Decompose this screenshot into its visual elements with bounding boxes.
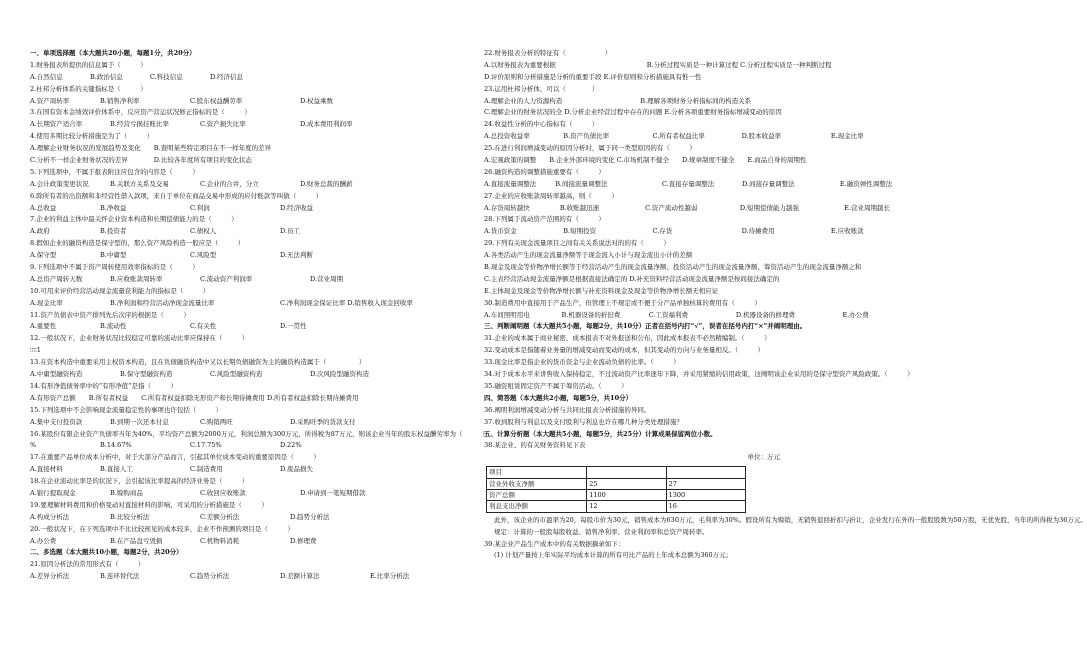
option-item: E.现金比率 xyxy=(830,132,864,141)
option-item: C.利润 xyxy=(190,203,210,212)
table-cell: 12 xyxy=(587,501,666,512)
option-item: C.收回应收账款 xyxy=(200,488,246,497)
question-line: B.现金及现金等价物净增长额等于经营活动产生的现金流量净额、投资活动产生的现金流量净额、筹资活动产生的现金流量净额之和 xyxy=(484,263,862,272)
option-item: C.股东权益酬劳率 xyxy=(190,96,243,105)
option-item: D.废品损失 xyxy=(280,465,314,474)
option-item: D.员工 xyxy=(280,227,301,236)
option-row xyxy=(30,571,470,583)
question-line: 8.假如企业的融资构造是保守型的，那么资产风险构造一般应是（ ） xyxy=(30,239,245,248)
question-line: 13.在资本构造中重要采用主权资本构造，且在负债融资构造中又以长期负债融资为主的融资构造属于（ ） xyxy=(30,358,366,367)
option-item: E.应收账款 xyxy=(830,227,864,236)
table-row xyxy=(487,478,746,489)
option-item: B.流动性 xyxy=(100,322,127,331)
option-item: A.总收益 xyxy=(30,203,57,212)
option-item: A.办公费 xyxy=(30,536,57,545)
question-line: 19.要理解材料费用和价格变动对直接材料的影响，可采用的分析措施是（ ） xyxy=(30,500,268,509)
question-line: 规定：计算的一般股每股收益、销售净利率、营业利润率和总资产周转率。 xyxy=(494,527,709,536)
option-item: A.构成分析法 xyxy=(30,512,70,521)
option-row xyxy=(30,298,470,310)
question-line: 2.杜邦分析体系的关键指标是（ ） xyxy=(30,84,147,93)
option-item: B.连环替代法 xyxy=(100,572,140,581)
option-item: % xyxy=(30,441,37,450)
question-line: A.以财务报表为重要根据 B.分析过程实质是一种计算过程 C.分析过程实质是一种判断过程 xyxy=(484,60,832,69)
option-row xyxy=(484,131,920,143)
option-item: D.一贯性 xyxy=(280,322,307,331)
section-heading: 四、简答题（本大题共2小题，每题5分，共10分） xyxy=(484,393,633,402)
question-line: 3.在国有资本金绩效评价体系中，反应资产营运状况修正指标的是（ ） xyxy=(30,108,251,117)
question-line: 23.运用杜邦分析体，可以（ ） xyxy=(484,84,599,93)
option-item: C.债权人 xyxy=(190,227,217,236)
option-item: C.趋势分析法 xyxy=(190,572,230,581)
option-item: A.现金比率 xyxy=(30,298,63,307)
table-cell: 利息支出净额 xyxy=(487,501,587,512)
option-row xyxy=(30,203,470,215)
table-row xyxy=(487,501,746,512)
table-unit: 单位：万元 xyxy=(747,453,780,462)
table-cell xyxy=(587,467,666,478)
question-line: A.有形资产总额 B.所有者权益 C.所有者权益扣除无形资产和长期待摊费用 D.所有者权益扣除长期待摊费用 xyxy=(30,393,359,402)
option-row xyxy=(30,72,470,84)
option-item: A.重要性 xyxy=(30,322,57,331)
left-column xyxy=(30,48,489,583)
option-item: C.资产损失比率 xyxy=(200,120,246,129)
option-item: A.资产周转率 xyxy=(30,96,70,105)
section-heading: 一、单项选择题（本大题共20小题，每题1分，共20分） xyxy=(30,49,196,57)
question-line: 11.资产负债表中资产排列先后次序的根据是（ ） xyxy=(30,310,190,319)
option-item: C.差额分析法 xyxy=(200,512,240,521)
table-cell: 25 xyxy=(587,478,666,489)
option-item: A.总投资收益率 xyxy=(484,132,530,141)
option-item: A.银行提取现金 xyxy=(30,488,76,497)
option-item: A.总资产周转天数 xyxy=(30,274,83,283)
option-item: C.直接存量调整法 xyxy=(661,179,715,188)
option-row xyxy=(484,179,920,191)
question-line: 6.除所有者的出资额和非经营性借入款项，来自于单位在商品交易中形成的应付账款等叫做（ ） xyxy=(30,191,323,200)
question-line: 31.企业的成本属于商业秘密，成本报表不对外报送和公布，因此成本报表不必然精编制。（ ） xyxy=(484,334,771,343)
question-line: (1) 计划产量按上年实际平均成本计算的所有可比产品的上年成本总额为360万元； xyxy=(494,551,733,560)
option-item: C.购销两旺 xyxy=(200,417,233,426)
question-line: 30.制造费用中直接用于产品生产，但管理上不规定或不便于分产品单独核算的费用有（ ） xyxy=(484,298,761,307)
option-item: D.机器设备的修理费 xyxy=(735,310,795,319)
option-item: A.直接材料 xyxy=(30,465,63,474)
question-line: 20.一般状况下，在下列选项中不比比较预见的成本较多，企业不作预测的项目是（ ） xyxy=(30,524,294,533)
table-cell: 资产总额 xyxy=(487,489,587,500)
question-line: 29.下列有关现金流量项目之间有关关系说法对的的有（ ） xyxy=(484,239,670,248)
option-item: C.净利润现金保证比率 D.销售收入现金回收率 xyxy=(280,298,413,307)
table-row xyxy=(487,489,746,500)
question-line: 32.变动成本是指随着业务量的增减变动而变动的成本，但其变动的方向与业务量相反。（ ） xyxy=(484,346,765,355)
option-row xyxy=(30,274,470,286)
question-line: C.分析不一样企业财务状况的差异 D.比较各年度所有项目的变化状态 xyxy=(30,156,252,165)
question-line: 16.某股份有限企业资产负债率当年为40%，平均资产总额为2000万元，利润总额为300万元，所得税为87万元，则该企业当年的股东权益酬劳率为（ ） xyxy=(30,429,489,438)
question-line: 34.对于成本水平来讲售收入保持稳定，不过流动资产比率逐年下降，并采用紧缩的信用政策，这阐明该企业采用的是保守型资产风险政策。（ ） xyxy=(484,370,914,379)
table-cell: 营业外收支净额 xyxy=(487,478,587,489)
question-line: 10.可用来评价经营活动现金流量获利能力的指标是（ ） xyxy=(30,286,210,295)
option-item: C.风险型融资构造 xyxy=(210,370,263,379)
question-line: 7.企业的利益主体中最关怀企业资本构造和长期偿债能力的是（ ） xyxy=(30,215,238,224)
option-item: B.14.67% xyxy=(100,441,132,450)
option-item: D.间接存量调整法 xyxy=(742,179,795,188)
option-item: B.销售净利率 xyxy=(100,96,140,105)
question-line: 36.阐明利润增减变动分析与共同比报表分析措施的异同。 xyxy=(484,405,651,414)
option-item: C.有关性 xyxy=(190,322,217,331)
option-row xyxy=(484,203,920,215)
option-item: C.存货 xyxy=(652,227,673,236)
option-item: A.保守型 xyxy=(30,251,57,260)
option-item: D.次风险型融资构造 xyxy=(310,370,370,379)
option-item: A.中庸型融资构造 xyxy=(30,370,83,379)
question-line: 21.原因分析法的常用形式有（ ） xyxy=(30,560,145,569)
option-item: B.应收账款周转率 xyxy=(110,274,163,283)
option-item: B.关联方关系及交易 xyxy=(110,179,169,188)
table-cell: 16 xyxy=(666,501,745,512)
option-item: A.货币资金 xyxy=(484,227,517,236)
option-row xyxy=(30,536,470,548)
option-item: B.净利润和经营活动净现金流量比率 xyxy=(110,298,215,307)
question-line: 39.某企业产品生产成本中的有关数据摘录如下： xyxy=(484,539,625,548)
question-line: D.评价原则和分析措施是分析的重要手段 E.评价原则和分析措施具有惟一性 xyxy=(484,72,702,81)
question-line: 27.企业的应收账款周转率越高，则（ ） xyxy=(484,191,618,200)
option-item: B.在产品盘亏毁损 xyxy=(110,536,163,545)
question-line: E.主体现金及现金等价物净增长额与补充资料现金及现金等价物净增长额无相应证 xyxy=(484,286,719,295)
question-line: 25.在进行利润增减变动的原因分析时，属于同一类型原因的有（ ） xyxy=(484,144,696,153)
question-line: 17.在重要产品单位成本分析中，对于大部分产品而言，引起其单位成本变动的重要原因是（ ） xyxy=(30,453,320,462)
option-item: A.政府 xyxy=(30,227,50,236)
option-row xyxy=(30,119,470,131)
question-line: 4.使用多期比较分析措施是为了（ ） xyxy=(30,132,154,141)
question-line: 37.收到股利与利息以及支付股利与利息也许在哪几种分类处理措施？ xyxy=(484,417,683,426)
table-row xyxy=(487,467,746,478)
option-item: C.制造费用 xyxy=(190,465,223,474)
option-item: B.政治信息 xyxy=(90,72,123,81)
option-item: C.17.75% xyxy=(190,441,222,450)
option-item: D.财务总裁的酬薪 xyxy=(300,179,353,188)
question-line: A.理解企业财务状况的发展趋势及变化 B.查明某些特定项目在不一样年度的差异 xyxy=(30,144,272,153)
option-item: C.企业的合并、分立 xyxy=(200,179,259,188)
question-line: 15.下列选项中不会影响现金流量稳定性的事项也许包括（ ） xyxy=(30,405,223,414)
option-row xyxy=(30,250,470,262)
option-row xyxy=(30,96,470,108)
question-line: A.各类活动产生的现金流量净额等于现金流入小计与现金流出小计的差额 xyxy=(484,251,693,260)
option-row xyxy=(484,226,920,238)
option-item: B.到期一次还本付息 xyxy=(110,417,169,426)
option-item: B.保守型融资构造 xyxy=(120,370,173,379)
question-line: A.理解企业的人力资源构造 B.理解各项财务分析指标间的构造关系 xyxy=(484,96,752,105)
option-item: B.中庸型 xyxy=(100,251,127,260)
question-line: 12.一般状况下，企业财务状况比较稳定可靠的流动比率应保持在（ ） xyxy=(30,334,249,343)
option-item: B.投资者 xyxy=(100,227,127,236)
option-row xyxy=(30,179,470,191)
option-item: C.所有者权益比率 xyxy=(652,132,705,141)
question-line: 1.财务报表所提供的信息属于（ ） xyxy=(30,60,147,69)
option-item: C.科技信息 xyxy=(150,72,183,81)
option-item: A.长期资产适合率 xyxy=(30,120,83,129)
option-item: D.采购旺季的货款支付 xyxy=(290,417,356,426)
option-item: D.权益乘数 xyxy=(300,96,334,105)
option-row xyxy=(484,310,920,322)
question-line: 22.财务报表分析的特征有（ ） xyxy=(484,49,612,57)
question-line: C.理解企业的财务状况的全 D.分析企业经营过程中存在的问题 E.分析各项重要财务指标增减变动的原因 xyxy=(484,108,782,117)
option-item: C.资产流动性越弱 xyxy=(645,203,698,212)
option-item: B.净收益 xyxy=(100,203,127,212)
question-line: 28.下列属于流动资产范围的有（ ） xyxy=(484,215,605,224)
option-item: A.会计政策变更状况 xyxy=(30,179,89,188)
option-item: C.风险型 xyxy=(190,251,217,260)
question-line: ∶∶∶∶1 xyxy=(30,346,41,355)
option-item: B.短期投资 xyxy=(563,227,597,236)
option-item: D.成本费用利润率 xyxy=(300,120,353,129)
financial-table xyxy=(486,466,746,513)
option-item: B.比较分析法 xyxy=(110,512,150,521)
option-item: B.经营亏损挂账比率 xyxy=(110,120,169,129)
option-row xyxy=(30,512,470,524)
section-heading: 二、多选题（本大题共10小题，每题2分，共20分） xyxy=(30,548,183,557)
option-item: A.集中支付投资款 xyxy=(30,417,83,426)
section-heading: 五、计算分析题（本大题共5小题，每题5分，共25分）计算成果保留两位小数。 xyxy=(484,429,717,438)
option-item: A.存货周转越快 xyxy=(484,203,530,212)
option-item: A.车间照明用电 xyxy=(484,310,530,319)
option-row xyxy=(30,488,470,500)
option-item: D.经济收益 xyxy=(280,203,314,212)
option-item: A.直接流量调整法 xyxy=(484,179,537,188)
option-item: D.22% xyxy=(280,441,302,450)
option-item: D.趋势分析法 xyxy=(290,512,330,521)
option-item: D.经济信息 xyxy=(210,72,244,81)
question-line: 35.融资租赁固定资产不属于筹资活动。（ ） xyxy=(484,381,628,390)
table-cell: 项目 xyxy=(487,467,587,478)
option-row xyxy=(30,417,470,429)
option-item: B.直接人工 xyxy=(100,465,133,474)
question-line: C.主表经营活动现金流量净额是根据直接法确定的 D.补充资料经营活动现金流量净额是按间接法确定的 xyxy=(484,274,780,283)
table-cell: 27 xyxy=(666,478,745,489)
question-line: 5.下列选项中，不属于报表附注应包含的内容是（ ） xyxy=(30,167,199,176)
table-cell xyxy=(666,467,745,478)
option-row xyxy=(30,464,470,476)
table-cell: 1100 xyxy=(587,489,666,500)
option-row xyxy=(30,321,470,333)
option-item: C.机物料消耗 xyxy=(200,536,240,545)
option-item: B.机器设备的折旧费 xyxy=(561,310,621,319)
option-row xyxy=(30,440,470,452)
option-item: D.差额计算法 xyxy=(280,572,320,581)
option-item: D.修理费 xyxy=(290,536,317,545)
option-item: B.间接流量调整法 xyxy=(555,179,608,188)
question-line: 33.现金比率是指企业的货币资金与企业流动负债的比率。（ ） xyxy=(484,358,680,367)
option-item: E.比率分析法 xyxy=(370,572,410,581)
option-item: D.股本收益率 xyxy=(741,132,782,141)
option-item: D.申请到一笔短期借款 xyxy=(300,488,366,497)
option-item: C.工资福利费 xyxy=(648,310,689,319)
option-item: A.差异分析法 xyxy=(30,572,70,581)
option-item: B.收账越迅速 xyxy=(559,203,600,212)
option-row xyxy=(30,226,470,238)
option-item: D.短期偿债能力越强 xyxy=(739,203,799,212)
question-line: 9.下列选项中不属于资产周转使用效率指标的是（ ） xyxy=(30,263,199,272)
table-cell: 1300 xyxy=(666,489,745,500)
section-heading: 三、判断阐明题（本大题共5小题，每题2分，共10分）正者在括号内打“√”，误者在括号内打“×”并阐明理由。 xyxy=(484,322,807,331)
option-item: B.资产负债比率 xyxy=(563,132,610,141)
option-row xyxy=(30,369,470,381)
question-line: 26.融资构造的调整措施重要有（ ） xyxy=(484,167,605,176)
option-item: B.赊购商品 xyxy=(110,488,143,497)
question-line: A.宏观政策的调整 B.企业外部环境的变化 C.市场机制不健全 D.规章制度不健全 E.商品自身的周期性 xyxy=(484,156,807,165)
option-item: D.待摊费用 xyxy=(741,227,775,236)
option-item: C.流动资产利润率 xyxy=(200,274,253,283)
option-item: E.融资弹性调整法 xyxy=(839,179,893,188)
right-column xyxy=(484,48,1087,562)
question-line: 18.在企业流动比率是的状况下，会引起该比率提高的经济业务是（ ） xyxy=(30,477,249,486)
option-item: A.自然信息 xyxy=(30,72,63,81)
option-item: D.无法判断 xyxy=(280,251,314,260)
question-line: 14.有形净值债务率中的“有形净值”是指（ ） xyxy=(30,381,177,390)
option-item: E.营业周期越长 xyxy=(844,203,890,212)
question-line: 38.某企业、的有关财务资料见下表 xyxy=(484,441,586,450)
option-item: D.营业周期 xyxy=(310,274,344,283)
question-line: 此外，该企业的市盈率为20，每股市价为30元，销售成本为630万元，毛利率为30%。假设所有为赊销，无销售退回折扣与折让，企业发行在外的一般股股数为50万股，无优先股，当年的所得税为36万元。 xyxy=(494,515,1087,524)
question-line: 24.收益性分析的中心指标有（ ） xyxy=(484,120,599,129)
option-item: E.办公费 xyxy=(842,310,869,319)
